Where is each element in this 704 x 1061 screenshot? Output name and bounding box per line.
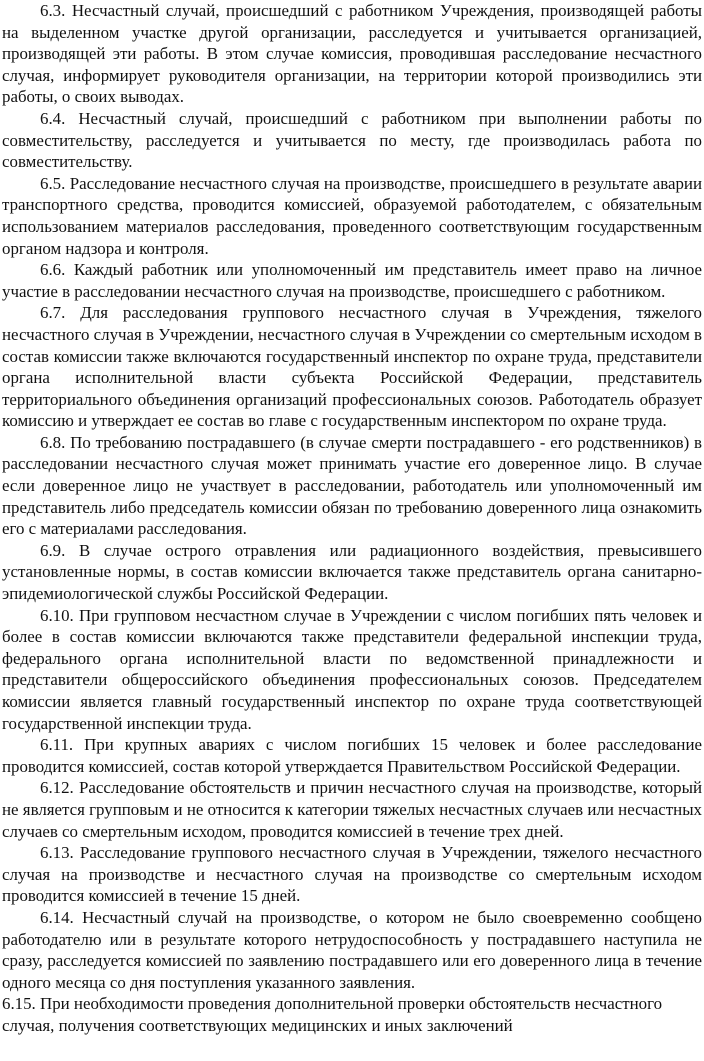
paragraph-6-9: 6.9. В случае острого отравления или радиационного воздействия, превысившего установленные нормы, в состав комиссии включается также представитель органа санитарно-эпидемиологической службы Российской Федерации. [2,540,702,604]
paragraph-6-10: 6.10. При групповом несчастном случае в Учреждении с числом погибших пять человек и более в состав комиссии включаются также представители федеральной инспекции труда, федерального органа исполнительной власти по ведомственной принадлежности и представители общероссийского объединения профессиональных союзов. Председателем комиссии является главный государственный инспектор по охране труда соответствующей государственной инспекции труда. [2,605,702,733]
paragraph-6-5: 6.5. Расследование несчастного случая на производстве, происшедшего в результате аварии транспортного средства, проводится комиссией, образуемой работодателем, с обязательным использованием материалов расследования, проведенного соответствующим государственным органом надзора и контроля. [2,173,702,258]
paragraph-6-15: 6.15. При необходимости проведения дополнительной проверки обстоятельств несчастного случая, получения соответствующих медицинских и иных заключений [2,994,663,1035]
paragraph-6-11: 6.11. При крупных авариях с числом погибших 15 человек и более расследование проводится комиссией, состав которой утверждается Правительством Российской Федерации. [2,735,702,776]
paragraph-6-6: 6.6. Каждый работник или уполномоченный им представитель имеет право на личное участие в расследовании несчастного случая на производстве, происшедшего с работником. [2,260,702,301]
paragraph-6-14: 6.14. Несчастный случай на производстве, о котором не было своевременно сообщено работодателю или в результате которого нетрудоспособность у пострадавшего наступила не сразу, расследуется комиссией по заявлению пострадавшего или его доверенного лица в течение одного месяца со дня поступления указанного заявления. [2,907,702,992]
paragraph-6-12: 6.12. Расследование обстоятельств и причин несчастного случая на производстве, который не является групповым и не относится к категории тяжелых несчастных случаев или несчастных случаев со смертельным исходом, проводится комиссией в течение трех дней. [2,778,702,841]
paragraph-6-7: 6.7. Для расследования группового несчастного случая в Учреждения, тяжелого несчастного случая в Учреждении, несчастного случая в Учреждении со смертельным исходом в состав комиссии также включаются государственный инспектор по охране труда, представители органа исполнительной власти субъекта Российской Федерации, представитель территориального объединения организаций профессиональных союзов. Работодатель образует комиссию и утверждает ее состав во главе с государственным инспектором по охране труда. [2,303,702,431]
paragraph-6-8: 6.8. По требованию пострадавшего (в случае смерти пострадавшего - его родственников) в расследовании несчастного случая может принимать участие его доверенное лицо. В случае если доверенное лицо не участвует в расследовании, работодатель или уполномоченный им представитель либо председатель комиссии обязан по требованию доверенного лица ознакомить его с материалами расследования. [2,432,702,539]
paragraph-6-4: 6.4. Несчастный случай, происшедший с работником при выполнении работы по совместительству, расследуется и учитывается по месту, где производилась работа по совместительству. [2,108,702,172]
paragraph-6-13: 6.13. Расследование группового несчастного случая в Учреждении, тяжелого несчастного случая на производстве и несчастного случая на производстве со смертельным исходом проводится комиссией в течение 15 дней. [2,843,702,906]
paragraph-6-3: 6.3. Несчастный случай, происшедший с работником Учреждения, производящей работы на выделенном участке другой организации, расследуется и учитывается организацией, производящей эти работы. В этом случае комиссия, проводившая расследование несчастного случая, информирует руководителя организации, на территории которой производились эти работы, о своих выводах. [2,1,702,107]
